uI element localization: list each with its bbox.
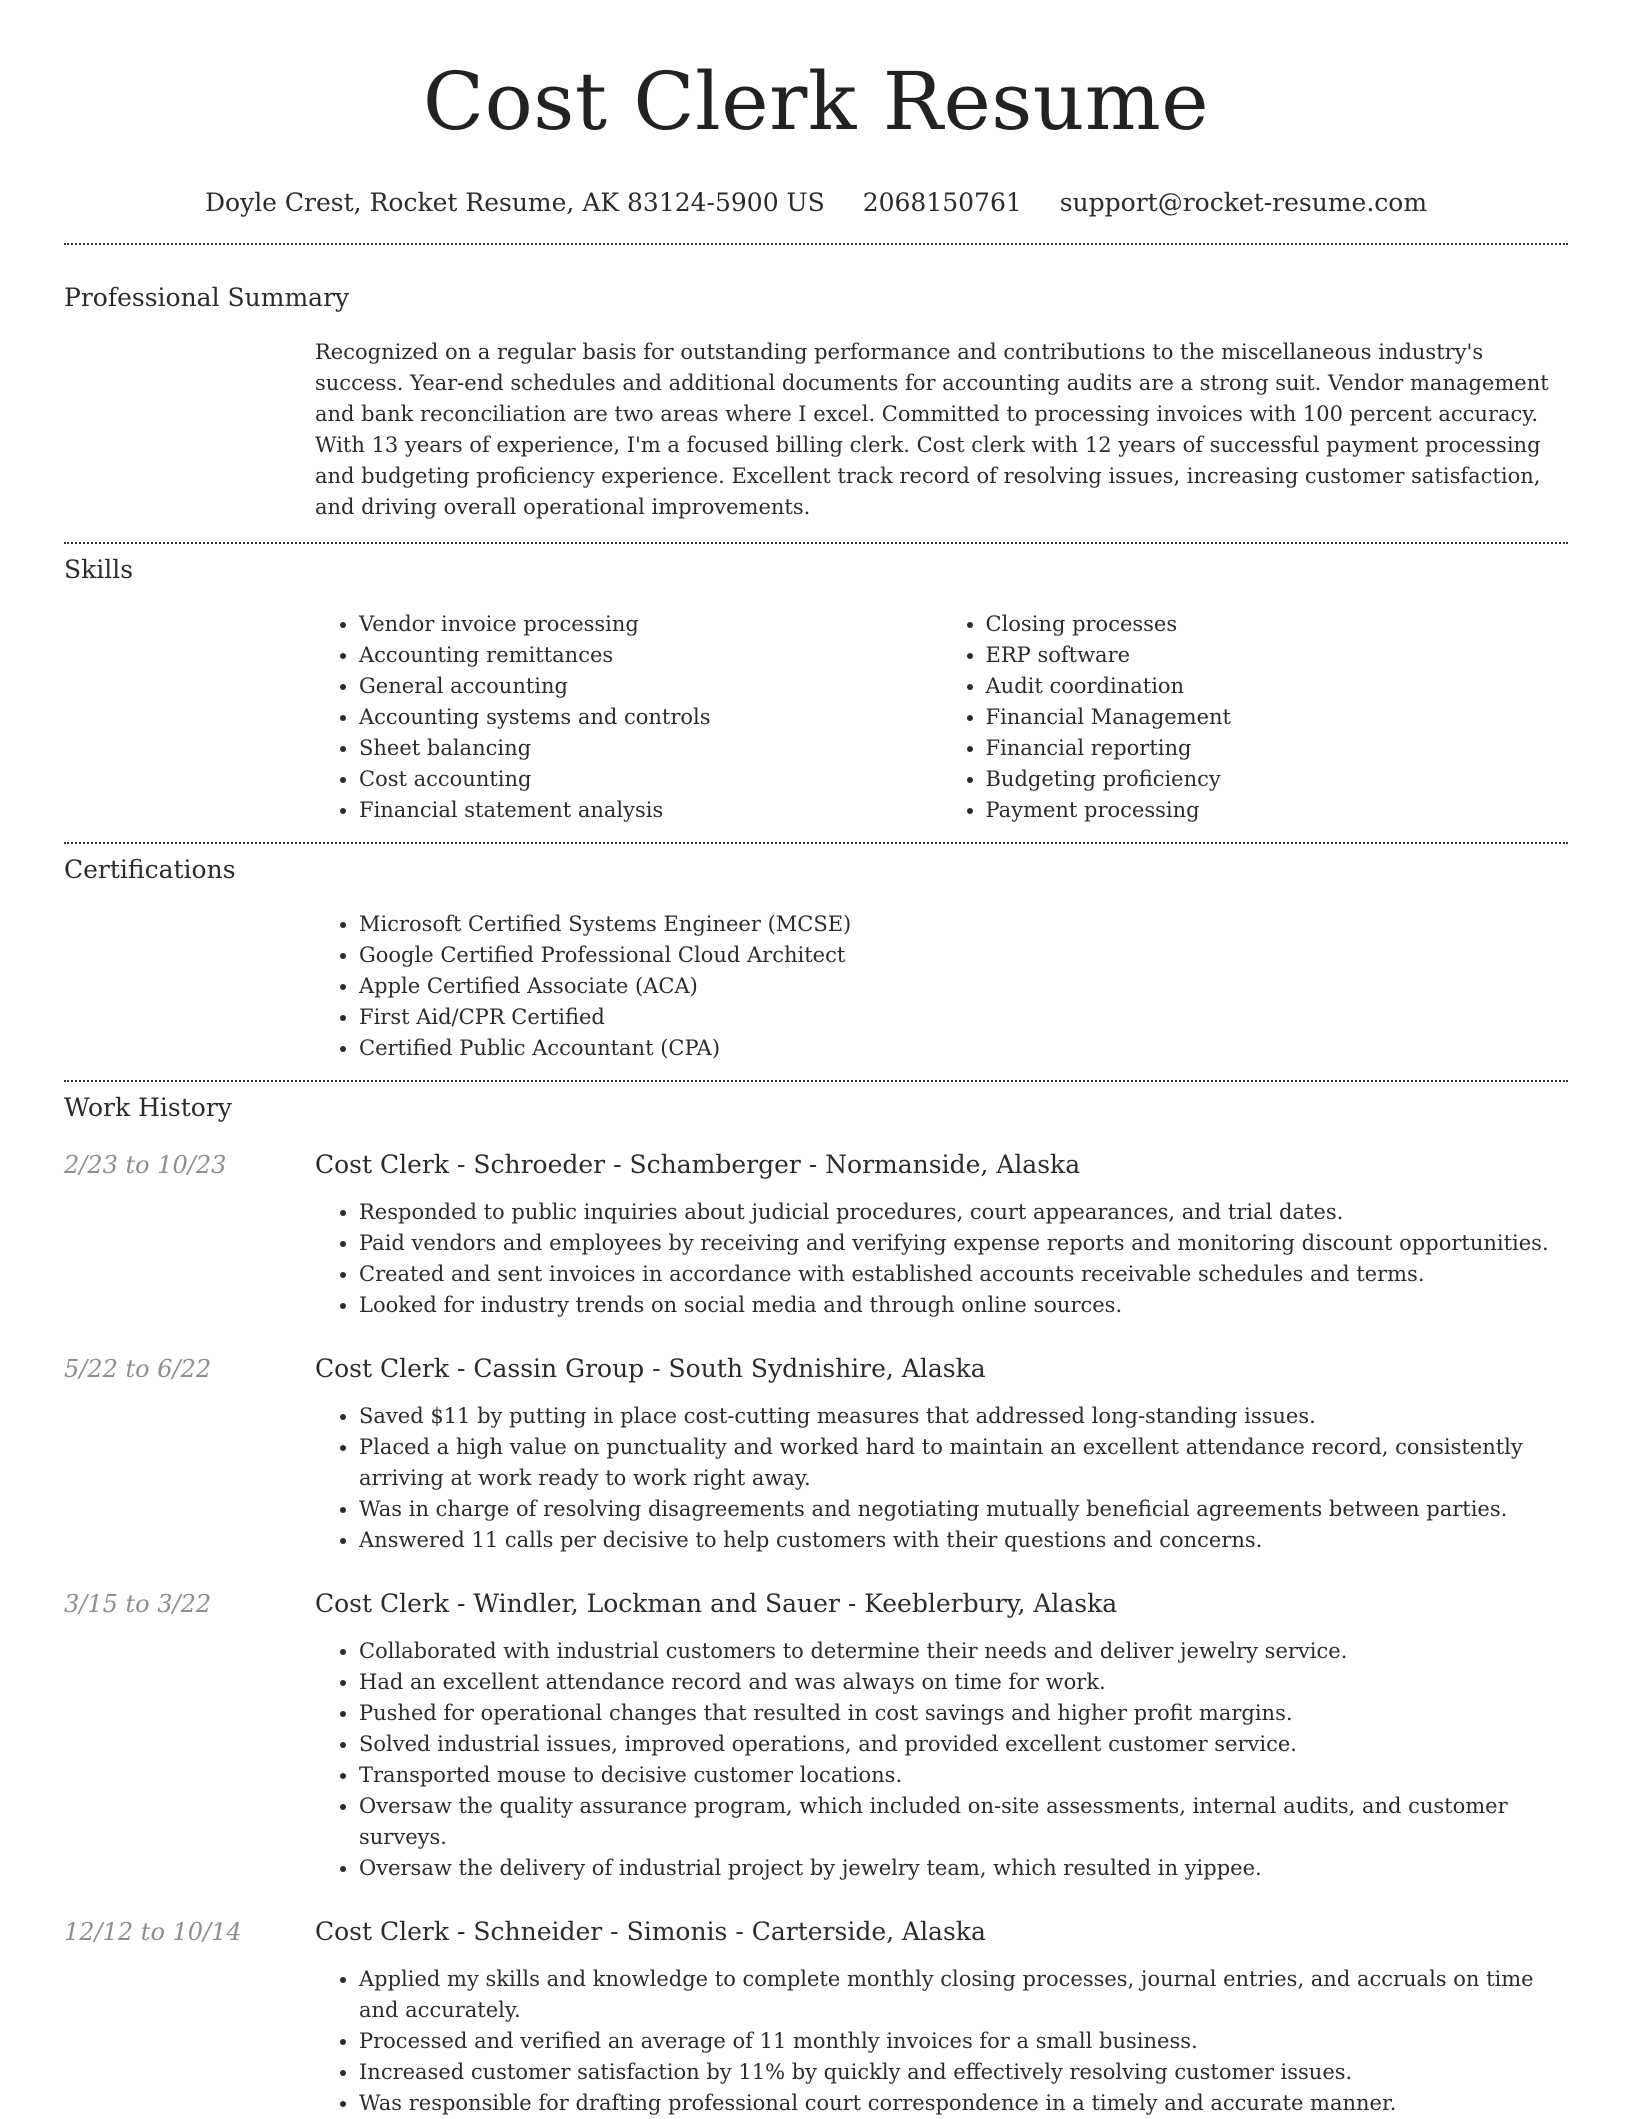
job-dates: 5/22 to 6/22 xyxy=(64,1355,212,1383)
job-title: Cost Clerk - Schneider - Simonis - Carterside, Alaska xyxy=(315,1917,986,1946)
list-item: • General accounting xyxy=(359,671,942,702)
summary-heading: Professional Summary xyxy=(64,283,350,312)
work-history-heading: Work History xyxy=(64,1093,232,1122)
list-item: • Created and sent invoices in accordance with established accounts receivable schedules and terms. xyxy=(359,1259,1568,1290)
list-item: • Audit coordination xyxy=(986,671,1569,702)
job-dates: 12/12 to 10/14 xyxy=(64,1918,242,1946)
list-item: • Pushed for operational changes that resulted in cost savings and higher profit margins. xyxy=(359,1698,1568,1729)
job-bullets xyxy=(315,1197,1568,1321)
list-item: • Microsoft Certified Systems Engineer (MCSE) xyxy=(359,909,1568,940)
skills-heading: Skills xyxy=(64,555,134,584)
list-item: • Google Certified Professional Cloud Architect xyxy=(359,940,1568,971)
list-item: • Accounting systems and controls xyxy=(359,702,942,733)
list-item: • ERP software xyxy=(986,640,1569,671)
list-item: • Responded to public inquiries about judicial procedures, court appearances, and trial dates. xyxy=(359,1197,1568,1228)
list-item: • Was responsible for drafting professional court correspondence in a timely and accurate manner. xyxy=(359,2088,1568,2119)
list-item: • Placed a high value on punctuality and worked hard to maintain an excellent attendance record, consistently arriving at work ready to work right away. xyxy=(359,1432,1568,1494)
job-title: Cost Clerk - Schroeder - Schamberger - Normanside, Alaska xyxy=(315,1150,1081,1179)
job-dates: 3/15 to 3/22 xyxy=(64,1590,212,1618)
job-entry xyxy=(64,1352,1568,1556)
list-item: • Financial reporting xyxy=(986,733,1569,764)
skills-list-right xyxy=(942,609,1569,826)
job-header xyxy=(64,1587,1568,1621)
list-item: • Closing processes xyxy=(986,609,1569,640)
list-item: • Increased customer satisfaction by 11% by quickly and effectively resolving customer issues. xyxy=(359,2057,1568,2088)
list-item: • Payment processing xyxy=(986,795,1569,826)
job-entry xyxy=(64,1587,1568,1884)
certifications-section xyxy=(64,844,1568,1064)
list-item: • First Aid/CPR Certified xyxy=(359,1002,1568,1033)
job-bullets xyxy=(315,1401,1568,1556)
list-item: • Collaborated with industrial customers to determine their needs and deliver jewelry service. xyxy=(359,1636,1568,1667)
list-item: • Oversaw the delivery of industrial project by jewelry team, which resulted in yippee. xyxy=(359,1853,1568,1884)
list-item: • Certified Public Accountant (CPA) xyxy=(359,1033,1568,1064)
job-bullets xyxy=(315,1636,1568,1884)
list-item: • Saved $11 by putting in place cost-cutting measures that addressed long-standing issues. xyxy=(359,1401,1568,1432)
job-title: Cost Clerk - Cassin Group - South Sydnishire, Alaska xyxy=(315,1354,986,1383)
contact-email: support@rocket-resume.com xyxy=(1059,188,1428,217)
summary-text: Recognized on a regular basis for outstanding performance and contributions to the miscellaneous industry's success. Year-end schedules and additional documents for accounting audits are a strong suit. Vendor management and bank reconciliation are two areas where I excel. Committed to processing invoices with 100 percent accuracy. With 13 years of experience, I'm a focused billing clerk. Cost clerk with 12 years of successful payment processing and budgeting proficiency experience. Excellent track record of resolving issues, increasing customer satisfaction, and driving overall operational improvements. xyxy=(315,340,1549,519)
list-item: • Transported mouse to decisive customer locations. xyxy=(359,1760,1568,1791)
list-item: • Looked for industry trends on social media and through online sources. xyxy=(359,1290,1568,1321)
job-entry xyxy=(64,1915,1568,2119)
list-item: • Vendor invoice processing xyxy=(359,609,942,640)
list-item: • Accounting remittances xyxy=(359,640,942,671)
job-title: Cost Clerk - Windler, Lockman and Sauer - Keeblerbury, Alaska xyxy=(315,1589,1118,1618)
list-item: • Financial statement analysis xyxy=(359,795,942,826)
job-bullets xyxy=(315,1964,1568,2119)
list-item: • Had an excellent attendance record and was always on time for work. xyxy=(359,1667,1568,1698)
list-item: • Processed and verified an average of 11 monthly invoices for a small business. xyxy=(359,2026,1568,2057)
contact-address: Doyle Crest, Rocket Resume, AK 83124-5900 US xyxy=(204,188,825,217)
work-history-section xyxy=(64,1082,1568,2119)
skills-list-left xyxy=(315,609,942,826)
summary-section xyxy=(64,245,1568,523)
list-item: • Sheet balancing xyxy=(359,733,942,764)
list-item: • Cost accounting xyxy=(359,764,942,795)
list-item: • Apple Certified Associate (ACA) xyxy=(359,971,1568,1002)
job-header xyxy=(64,1148,1568,1182)
list-item: • Applied my skills and knowledge to complete monthly closing processes, journal entries, and accruals on time and accurately. xyxy=(359,1964,1568,2026)
list-item: • Oversaw the quality assurance program, which included on-site assessments, internal audits, and customer surveys. xyxy=(359,1791,1568,1853)
job-header xyxy=(64,1352,1568,1386)
resume-title: Cost Clerk Resume xyxy=(422,55,1210,148)
list-item: • Paid vendors and employees by receiving and verifying expense reports and monitoring discount opportunities. xyxy=(359,1228,1568,1259)
list-item: • Financial Management xyxy=(986,702,1569,733)
contact-line xyxy=(64,186,1568,220)
job-list xyxy=(64,1148,1568,2119)
skills-section xyxy=(64,544,1568,826)
list-item: • Solved industrial issues, improved operations, and provided excellent customer service. xyxy=(359,1729,1568,1760)
list-item: • Was in charge of resolving disagreements and negotiating mutually beneficial agreements between parties. xyxy=(359,1494,1568,1525)
job-header xyxy=(64,1915,1568,1949)
job-entry xyxy=(64,1148,1568,1321)
list-item: • Answered 11 calls per decisive to help customers with their questions and concerns. xyxy=(359,1525,1568,1556)
job-dates: 2/23 to 10/23 xyxy=(64,1151,227,1179)
contact-phone: 2068150761 xyxy=(862,188,1022,217)
certifications-heading: Certifications xyxy=(64,855,236,884)
certifications-list xyxy=(315,909,1568,1064)
list-item: • Budgeting proficiency xyxy=(986,764,1569,795)
